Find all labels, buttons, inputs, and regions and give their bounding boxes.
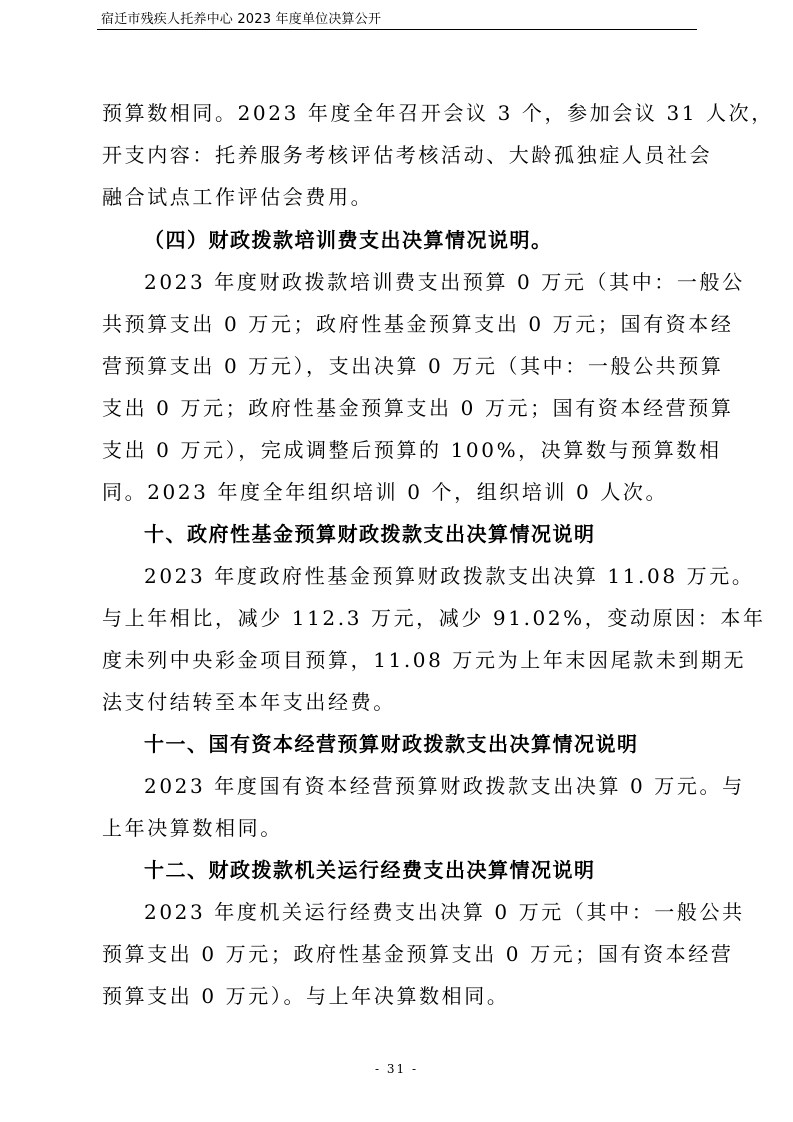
body-text-line: 与上年相比，减少 112.3 万元，减少 91.02%，变动原因：本年 [102, 606, 766, 630]
page-header: 宿迁市残疾人托养中心 2023 年度单位决算公开 [101, 12, 382, 27]
body-text-line: 2023 年度国有资本经营预算财政拨款支出决算 0 万元。与 [144, 774, 745, 798]
section-heading: 十二、财政拨款机关运行经费支出决算情况说明 [144, 858, 596, 882]
body-text-line: 法支付结转至本年支出经费。 [102, 690, 396, 714]
section-heading: （四）财政拨款培训费支出决算情况说明。 [144, 228, 553, 252]
body-text-line: 开支内容：托养服务考核评估考核活动、大龄孤独症人员社会 [102, 143, 713, 167]
section-heading: 十一、国有资本经营预算财政拨款支出决算情况说明 [144, 732, 639, 756]
body-text-line: 预算支出 0 万元；政府性基金预算支出 0 万元；国有资本经营 [102, 942, 734, 966]
body-text-line: 预算数相同。2023 年度全年召开会议 3 个，参加会议 31 人次， [102, 101, 774, 125]
body-text-line: 2023 年度财政拨款培训费支出预算 0 万元（其中：一般公 [144, 270, 745, 294]
header-rule [97, 29, 697, 30]
body-text-line: 共预算支出 0 万元；政府性基金预算支出 0 万元；国有资本经 [102, 312, 734, 336]
section-heading: 十、政府性基金预算财政拨款支出决算情况说明 [144, 522, 596, 546]
body-text-line: 同。2023 年度全年组织培训 0 个，组织培训 0 人次。 [102, 480, 669, 504]
body-text-line: 2023 年度机关运行经费支出决算 0 万元（其中：一般公共 [144, 900, 745, 924]
body-text-line: 度未列中央彩金项目预算，11.08 万元为上年末因尾款未到期无 [102, 648, 747, 672]
body-text-line: 上年决算数相同。 [102, 816, 283, 840]
body-text-line: 支出 0 万元；政府性基金预算支出 0 万元；国有资本经营预算 [102, 396, 734, 420]
page-number: - 31 - [374, 1062, 418, 1076]
body-text-line: 融合试点工作评估会费用。 [102, 185, 374, 209]
body-text-line: 预算支出 0 万元）。与上年决算数相同。 [102, 984, 510, 1008]
body-text-line: 支出 0 万元），完成调整后预算的 100%，决算数与预算数相 [102, 438, 722, 462]
body-text-line: 2023 年度政府性基金预算财政拨款支出决算 11.08 万元。 [144, 564, 755, 588]
body-text-line: 营预算支出 0 万元），支出决算 0 万元（其中：一般公共预算 [102, 354, 724, 378]
